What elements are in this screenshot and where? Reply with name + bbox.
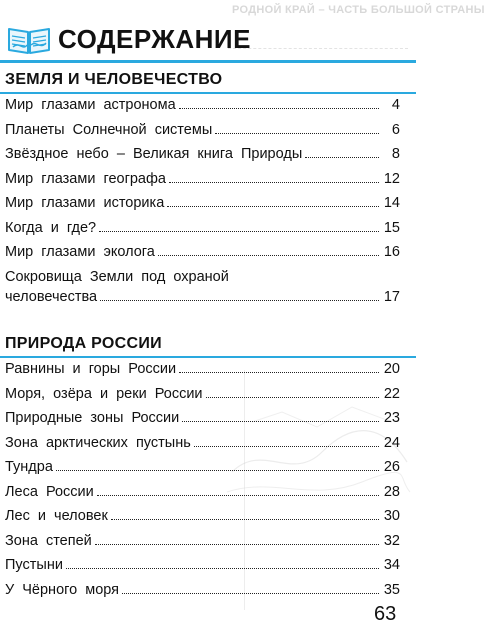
toc-page-number: 17	[383, 288, 400, 305]
toc-entry[interactable]	[5, 531, 400, 556]
toc-list-earth	[5, 95, 400, 313]
toc-page-number: 15	[383, 219, 400, 236]
toc-leader-dots	[169, 182, 379, 183]
toc-entry[interactable]	[5, 555, 400, 580]
toc-entry[interactable]	[5, 457, 400, 482]
toc-entry-label: Мир глазами историка	[5, 195, 165, 211]
toc-entry-label: Мир глазами астронома	[5, 97, 176, 113]
toc-leader-dots	[182, 421, 379, 422]
toc-entry-second-line	[5, 287, 400, 307]
toc-entry[interactable]	[5, 169, 400, 194]
toc-entry[interactable]	[5, 144, 400, 169]
toc-entry[interactable]	[5, 120, 400, 145]
toc-entry-label: У Чёрного моря	[5, 581, 120, 598]
toc-page-number: 24	[383, 434, 400, 451]
toc-entry-label: Мир глазами эколога	[5, 244, 155, 260]
toc-leader-dots	[206, 397, 379, 398]
toc-entry-label: Лес и человек	[5, 508, 108, 524]
toc-page-number: 30	[383, 508, 400, 524]
bleed-through-text: РОДНОЙ КРАЙ – ЧАСТЬ БОЛЬШОЙ СТРАНЫ	[232, 4, 485, 16]
title-rule	[0, 60, 416, 63]
toc-page-number: 12	[383, 170, 400, 187]
toc-entry[interactable]	[5, 580, 400, 605]
toc-leader-dots	[305, 157, 379, 158]
toc-leader-dots	[179, 372, 379, 373]
toc-page-number: 35	[383, 581, 400, 598]
toc-entry[interactable]	[5, 433, 400, 458]
toc-entry-label: Звёздное небо – Великая книга Природы	[5, 146, 303, 162]
toc-page-number: 32	[383, 532, 400, 549]
toc-page-number: 34	[383, 557, 400, 573]
toc-page-number: 22	[383, 385, 400, 402]
toc-entry-label: Леса России	[5, 483, 94, 500]
toc-leader-dots	[158, 255, 379, 256]
toc-page-number: 23	[383, 410, 400, 426]
toc-leader-dots	[97, 495, 379, 496]
page-number: 63	[374, 603, 397, 625]
toc-page-number: 16	[383, 244, 400, 260]
bleed-through-rule	[228, 48, 408, 49]
toc-leader-dots	[122, 593, 379, 594]
toc-page-number: 28	[383, 483, 400, 500]
toc-entry-label: Тундра	[5, 459, 53, 475]
toc-entry-label: Когда и где?	[5, 219, 97, 236]
toc-entry-label-continued: человечества	[5, 288, 98, 305]
section-heading-russia: ПРИРОДА РОССИИ	[5, 335, 162, 352]
book-icon	[7, 25, 51, 55]
toc-entry-label: Зона арктических пустынь	[5, 434, 191, 451]
toc-entry[interactable]	[5, 193, 400, 218]
toc-leader-dots	[167, 206, 379, 207]
page-title: СОДЕРЖАНИЕ	[58, 24, 251, 54]
toc-page-number: 8	[391, 146, 400, 162]
toc-entry[interactable]	[5, 218, 400, 243]
toc-entry[interactable]	[5, 506, 400, 531]
toc-entry[interactable]	[5, 359, 400, 384]
toc-leader-dots	[194, 446, 379, 447]
toc-entry-label: Пустыни	[5, 557, 63, 573]
toc-entry-label: Мир глазами географа	[5, 170, 166, 187]
toc-leader-dots	[95, 544, 379, 545]
toc-leader-dots	[100, 300, 379, 301]
toc-page-number: 26	[383, 459, 400, 475]
toc-entry[interactable]	[5, 242, 400, 267]
toc-page-number: 20	[383, 361, 400, 377]
toc-page-number: 14	[383, 195, 400, 211]
toc-entry[interactable]	[5, 482, 400, 507]
toc-leader-dots	[66, 568, 379, 569]
section-heading-earth: ЗЕМЛЯ И ЧЕЛОВЕЧЕСТВО	[5, 71, 223, 88]
toc-entry-label: Сокровища Земли под охраной	[5, 268, 229, 285]
section-rule	[0, 356, 416, 358]
section-rule	[0, 92, 416, 94]
toc-page-number: 4	[391, 97, 400, 113]
toc-leader-dots	[56, 470, 379, 471]
toc-entry[interactable]	[5, 408, 400, 433]
toc-entry-label: Зона степей	[5, 532, 92, 549]
toc-entry-label: Моря, озёра и реки России	[5, 385, 203, 402]
toc-leader-dots	[215, 133, 379, 134]
toc-entry[interactable]	[5, 267, 400, 313]
toc-entry-label: Планеты Солнечной системы	[5, 121, 213, 138]
toc-entry[interactable]	[5, 384, 400, 409]
toc-leader-dots	[99, 231, 379, 232]
toc-page-number: 6	[391, 121, 400, 138]
toc-list-russia	[5, 359, 400, 604]
toc-entry[interactable]	[5, 95, 400, 120]
toc-leader-dots	[179, 108, 379, 109]
toc-entry-label: Природные зоны России	[5, 410, 180, 426]
toc-leader-dots	[111, 519, 379, 520]
toc-entry-label: Равнины и горы России	[5, 361, 177, 377]
